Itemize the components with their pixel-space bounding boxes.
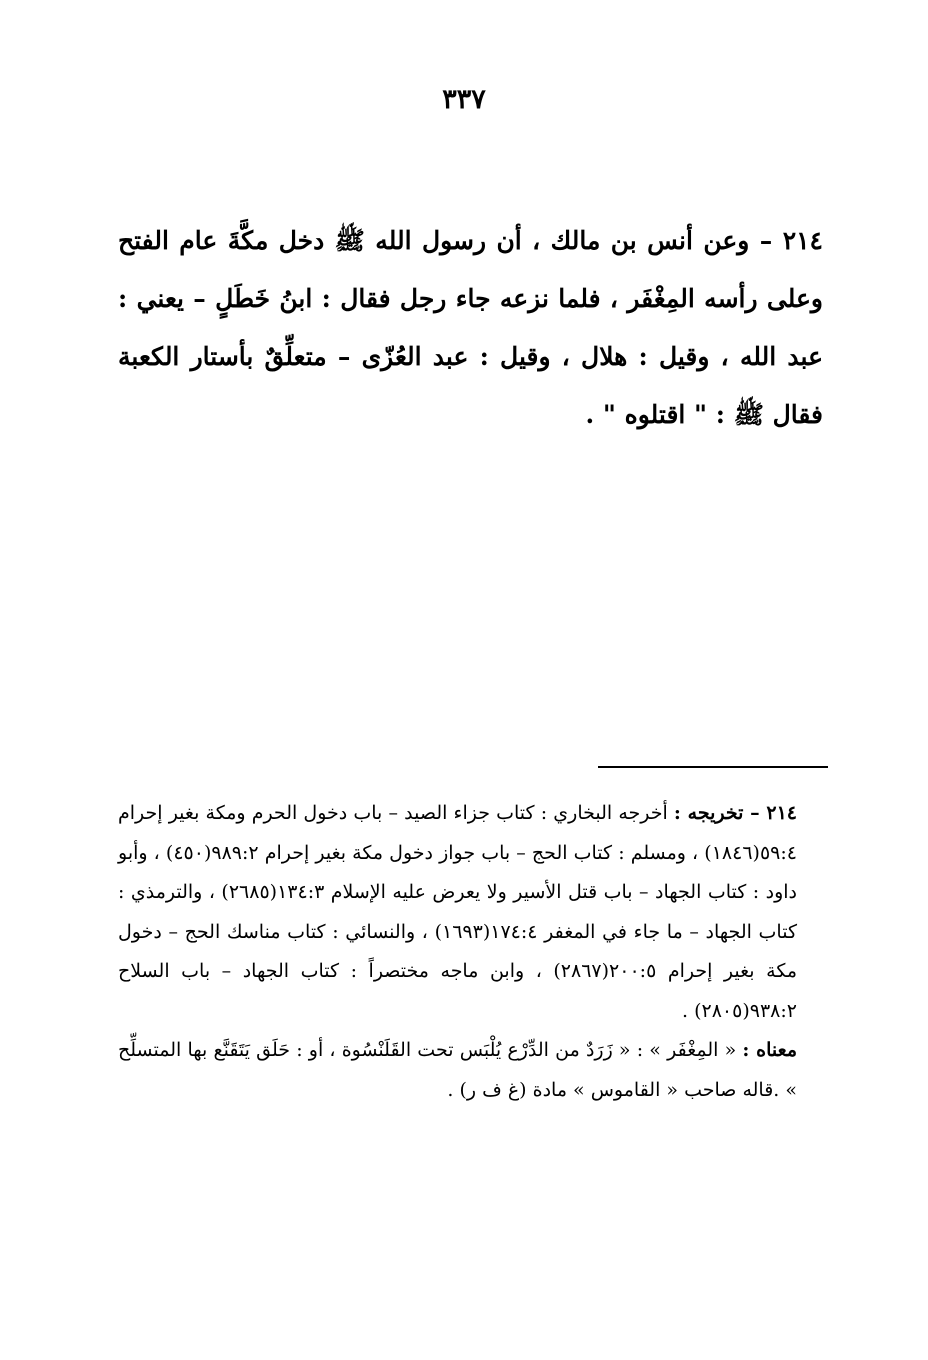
hadith-text-block: [118, 212, 823, 444]
footnotes-block: [118, 794, 823, 1110]
takhrij-lead: ٢١٤ – تخريجه :: [673, 802, 797, 824]
meaning-text: « المِغْفَر » : « زَرَدٌ من الدِّرْع يُلْبَس تحت القَلَنْسُوة ، أو : حَلَق يَتَقَنَّع بها المتسلِّح » .قاله صاحب « القاموس » مادة (غ ف ر) .: [118, 1039, 797, 1101]
meaning-paragraph: [118, 1031, 823, 1110]
takhrij-paragraph: [118, 794, 823, 1031]
hadith-paragraph: ٢١٤ – وعن أنس بن مالك ، أن رسول الله ﷺ دخل مكَّةَ عام الفتح وعلى رأسه المِغْفَر ، فلما نزعه جاء رجل فقال : ابنُ خَطَلٍ – يعني : عبد الله ، وقيل : هلال ، وقيل : عبد العُزّى – متعلِّقٌ بأستار الكعبة فقال ﷺ : " اقتلوه " .: [118, 226, 823, 429]
footnote-divider: [598, 766, 828, 768]
takhrij-text: أخرجه البخاري : كتاب جزاء الصيد – باب دخول الحرم ومكة بغير إحرام ٥٩:٤(١٨٤٦) ، ومسلم : كتاب الحج – باب جواز دخول مكة بغير إحرام ٩٨٩:٢(٤٥٠) ، وأبو داود : كتاب الجهاد – باب قتل الأسير ولا يعرض عليه الإسلام ١٣٤:٣(٢٦٨٥) ، والترمذي : كتاب الجهاد – ما جاء في المغفر ١٧٤:٤(١٦٩٣) ، والنسائي : كتاب مناسك الحج – دخول مكة بغير إحرام ٢٠٠:٥(٢٨٦٧) ، وابن ماجه مختصراً : كتاب الجهاد – باب السلاح ٩٣٨:٢(٢٨٠٥) .: [118, 802, 797, 1022]
meaning-lead: معناه :: [742, 1039, 798, 1061]
page-number: ٣٣٧: [442, 84, 486, 115]
